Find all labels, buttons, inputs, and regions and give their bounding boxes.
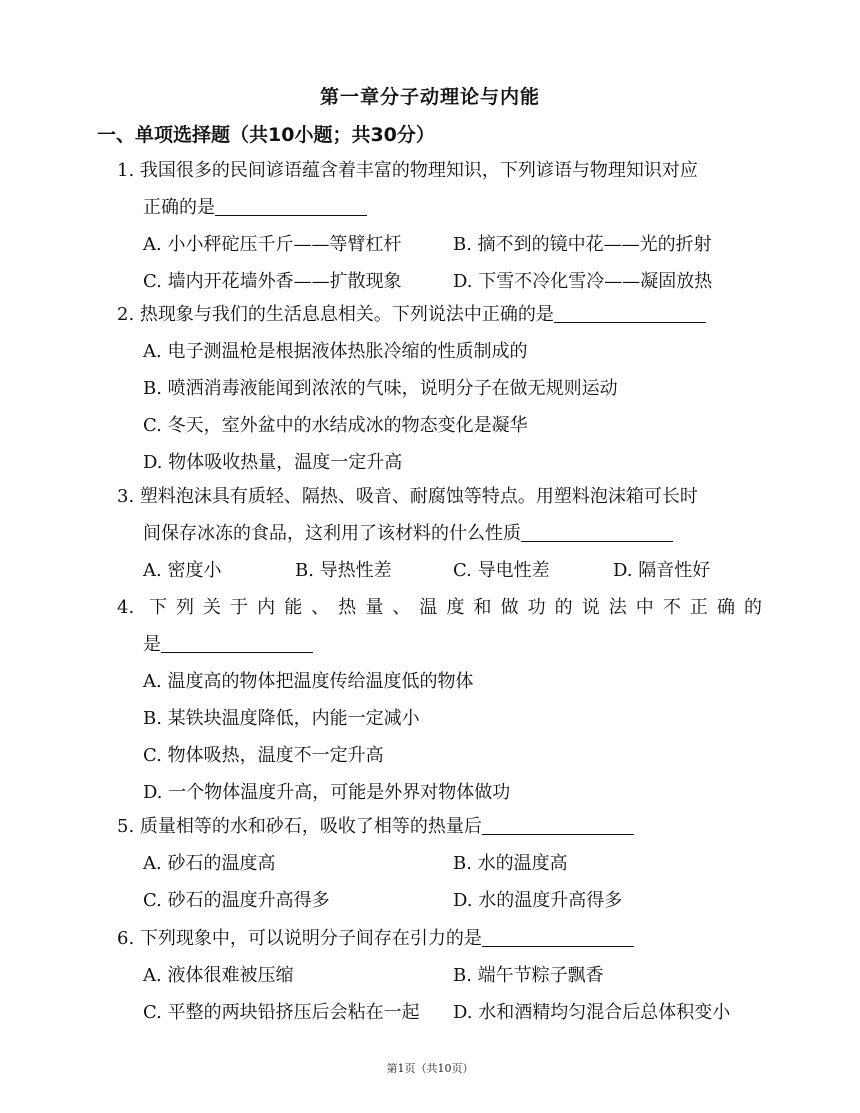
- option-a[interactable]: A. 砂石的温度高: [143, 853, 276, 874]
- option-a[interactable]: A. 液体很难被压缩: [143, 965, 294, 986]
- option-c[interactable]: C. 平整的两块铅挤压后会粘在一起: [143, 1002, 420, 1023]
- option-c[interactable]: C. 导电性差: [453, 560, 550, 581]
- page-footer: 第1页（共10页）: [386, 1062, 474, 1075]
- option-b[interactable]: B. 水的温度高: [453, 853, 568, 874]
- option-a[interactable]: A. 密度小: [143, 560, 222, 581]
- question-stem: 3. 塑料泡沫具有质轻、隔热、吸音、耐腐蚀等特点。用塑料泡沫箱可长时: [117, 486, 698, 507]
- document-title: 第一章分子动理论与内能: [319, 86, 540, 108]
- answer-blank[interactable]: [215, 195, 367, 216]
- question-stem: 1. 我国很多的民间谚语蕴含着丰富的物理知识，下列谚语与物理知识对应: [117, 160, 698, 181]
- option-d[interactable]: D. 一个物体温度升高，可能是外界对物体做功: [143, 782, 511, 803]
- question-3: [117, 478, 762, 589]
- option-a[interactable]: A. 温度高的物体把温度传给温度低的物体: [143, 671, 474, 692]
- option-b[interactable]: B. 摘不到的镜中花——光的折射: [453, 234, 712, 255]
- section-heading: 一、单项选择题（共10小题；共30分）: [97, 124, 435, 146]
- answer-blank[interactable]: [482, 814, 634, 835]
- question-stem: 4. 下列关于内能、热量、温度和做功的说法中不正确的: [117, 597, 762, 618]
- option-a[interactable]: A. 小小秤砣压千斤——等臂杠杆: [143, 234, 402, 255]
- question-stem-cont: 是: [117, 626, 762, 663]
- answer-blank[interactable]: [161, 632, 313, 653]
- option-b[interactable]: B. 端午节粽子飘香: [453, 965, 604, 986]
- option-c[interactable]: C. 砂石的温度升高得多: [143, 890, 330, 911]
- option-d[interactable]: D. 水的温度升高得多: [453, 890, 623, 911]
- option-b[interactable]: B. 某铁块温度降低，内能一定减小: [143, 708, 420, 729]
- option-c[interactable]: C. 冬天，室外盆中的水结成冰的物态变化是凝华: [143, 415, 528, 436]
- option-d[interactable]: D. 水和酒精均匀混合后总体积变小: [453, 1002, 731, 1023]
- option-d[interactable]: D. 物体吸收热量，温度一定升高: [143, 452, 403, 473]
- option-d[interactable]: D. 下雪不冷化雪冷——凝固放热: [453, 271, 713, 292]
- question-6: [117, 920, 762, 1031]
- answer-blank[interactable]: [482, 926, 634, 947]
- question-5: [117, 808, 762, 919]
- option-c[interactable]: C. 墙内开花墙外香——扩散现象: [143, 271, 402, 292]
- answer-blank[interactable]: [554, 302, 706, 323]
- option-d[interactable]: D. 隔音性好: [613, 560, 711, 581]
- question-4: [117, 589, 762, 811]
- answer-blank[interactable]: [521, 521, 673, 542]
- option-b[interactable]: B. 导热性差: [295, 560, 392, 581]
- option-b[interactable]: B. 喷洒消毒液能闻到浓浓的气味，说明分子在做无规则运动: [143, 378, 618, 399]
- option-c[interactable]: C. 物体吸热，温度不一定升高: [143, 745, 384, 766]
- question-stem: 2. 热现象与我们的生活息息相关。下列说法中正确的是: [117, 296, 762, 333]
- question-2: [117, 296, 762, 481]
- question-stem-cont: 正确的是: [117, 189, 762, 226]
- question-stem-cont: 间保存冰冻的食品，这利用了该材料的什么性质: [117, 515, 762, 552]
- question-1: [117, 152, 762, 300]
- option-a[interactable]: A. 电子测温枪是根据液体热胀冷缩的性质制成的: [143, 341, 528, 362]
- question-stem: 5. 质量相等的水和砂石，吸收了相等的热量后: [117, 808, 762, 845]
- question-stem: 6. 下列现象中，可以说明分子间存在引力的是: [117, 920, 762, 957]
